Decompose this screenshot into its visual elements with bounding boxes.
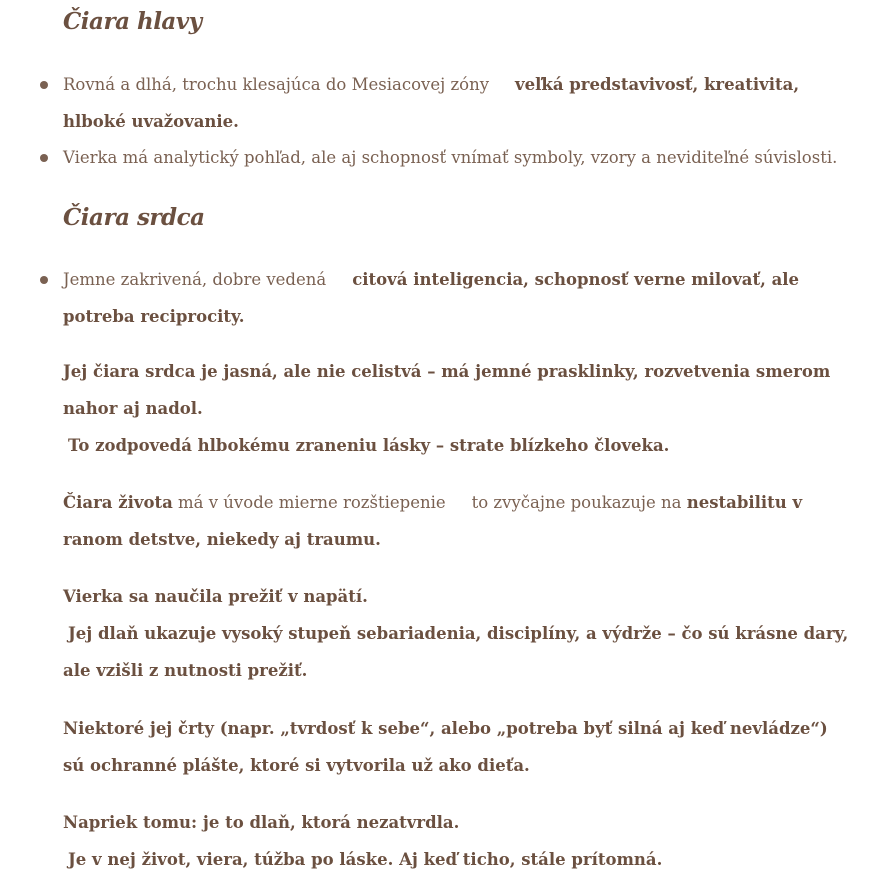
section-title-heart-line: Čiara srdca: [63, 204, 205, 231]
paragraph-bold-end: nestabilitu v ranom detstve, niekedy aj traumu.: [63, 493, 803, 549]
bullet-icon: [40, 81, 48, 89]
list-item: [40, 139, 849, 176]
paragraph-line: Je v nej život, viera, túžba po láske. Aj keď ticho, stále prítomná.: [68, 850, 663, 869]
paragraph-conclusion: [63, 804, 849, 878]
paragraph-traits: [63, 710, 849, 784]
list-item-bold-text: citová inteligencia, schopnosť verne milovať, ale potreba reciprocity.: [63, 270, 800, 326]
paragraph-line: To zodpovedá hlbokému zraneniu lásky – strate blízkeho človeka.: [68, 436, 670, 455]
paragraph-line: Jej čiara srdca je jasná, ale nie celistvá – má jemné prasklinky, rozvetvenia smerom nahor aj nadol.: [63, 362, 831, 418]
list-item-text: Rovná a dlhá, trochu klesajúca do Mesiacovej zóny: [63, 75, 490, 94]
list-item-text: Jemne zakrivená, dobre vedená: [63, 270, 327, 289]
paragraph-heart-line-detail: [63, 353, 849, 464]
bullet-icon: [40, 276, 48, 284]
paragraph-bold-start: Čiara života: [63, 493, 173, 512]
paragraph-line: Jej dlaň ukazuje vysoký stupeň sebariadenia, disciplíny, a výdrže – čo sú krásne dary, ale vzišli z nutnosti prežiť.: [63, 624, 849, 680]
list-item-text: Vierka má analytický pohľad, ale aj schopnosť vnímať symboly, vzory a neviditeľné súvislosti.: [63, 148, 838, 167]
paragraph-tension: [63, 578, 849, 689]
paragraph-life-line: [63, 484, 849, 558]
bullet-icon: [40, 154, 48, 162]
paragraph-text: má v úvode mierne rozštiepenie: [178, 493, 446, 512]
paragraph-line: Napriek tomu: je to dlaň, ktorá nezatvrdla.: [63, 813, 460, 832]
list-item-bold-text: veľká predstavivosť, kreativita, hlboké uvažovanie.: [63, 75, 800, 131]
list-item: [40, 261, 849, 335]
list-item: [40, 66, 849, 140]
paragraph-text: to zvyčajne poukazuje na: [471, 493, 682, 512]
section-title-head-line: Čiara hlavy: [63, 8, 202, 35]
paragraph-line: Vierka sa naučila prežiť v napätí.: [63, 587, 368, 606]
paragraph-line: Niektoré jej črty (napr. „tvrdosť k sebe“, alebo „potreba byť silná aj keď nevládze“) sú ochranné plášte, ktoré si vytvorila už ako dieťa.: [63, 719, 828, 775]
